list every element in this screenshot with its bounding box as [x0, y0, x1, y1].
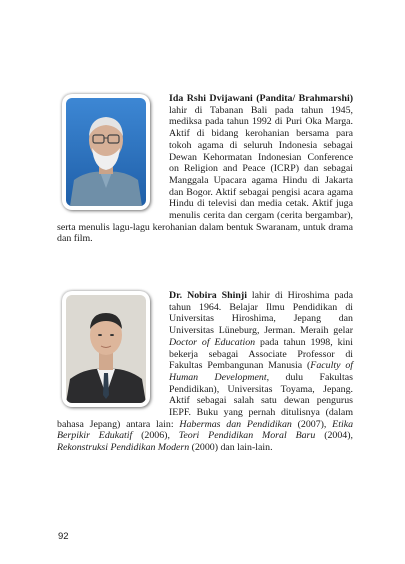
page-number: 92 — [58, 531, 69, 542]
bio-2-italic-faculty: Faculty of Human Development, — [169, 360, 353, 383]
bio-2-text-6: (2004), — [315, 430, 353, 442]
bio-nobira-shinji — [57, 290, 353, 454]
bio-2-text-5: (2006), — [132, 430, 179, 442]
portrait-2-spacer — [57, 290, 169, 412]
bio-2-name: Dr. Nobira Shinji — [169, 290, 247, 301]
bio-2-book-1: Habermas dan Pendidikan — [179, 418, 292, 430]
bio-2-book-2: Etika Berpikir Edukatif — [57, 418, 354, 442]
bio-2-text-3: dulu Fakultas Pendidikan), Universitas Toyama, Jepang. Aktif sebagai salah satu dewan pengurus IEPF. Buku yang pernah ditulisnya (dalam bahasa Jepang) antara lain: — [57, 371, 353, 430]
bio-ida-rshi-dvijawani — [57, 93, 353, 245]
portrait-1-spacer — [57, 93, 169, 215]
bio-2-text-1: lahir di Hiroshima pada tahun 1964. Belajar Ilmu Pendidikan di Universitas Hiroshima, Jepang dan Universitas Lüneburg, Jerman. Meraih gelar — [169, 290, 354, 337]
bio-2-book-4: Rekonstruksi Pendidikan Modern — [57, 442, 190, 454]
bio-2-book-3: Teori Pendidikan Moral Baru — [178, 430, 316, 442]
bio-2-text-7: (2000) dan lain-lain. — [189, 442, 273, 454]
bio-1-text: lahir di Tabanan Bali pada tahun 1945, mediksa pada tahun 1992 di Puri Oka Marga. Aktif di bidang kerohanian bersama para tokoh agama di seluruh Indonesia sebagai Dewan Kehormatan Indonesian Conference on Religion and Peace (ICRP) dan sebagai Manggala Upacara agama Hindu di Jakarta dan Bogor. Aktif sebagai pengisi acara agama Hindu di televisi dan media cetak. Aktif juga menulis cerita dan cergam (cerita bergambar), serta menulis lagu-lagu kerohanian dalam bentuk Swaranam, untuk drama dan film. — [57, 104, 353, 245]
bio-2-text-4: (2007), — [291, 418, 333, 430]
bio-1-name: Ida Rshi Dvijawani (Pandita/ Brahmarshi) — [169, 93, 353, 104]
bio-2-text-2: pada tahun 1998, kini bekerja sebagai Associate Professor di Fakultas Pembangunan Manusia ( — [169, 336, 353, 372]
bio-2-italic-degree: Doctor of Education — [169, 336, 256, 348]
